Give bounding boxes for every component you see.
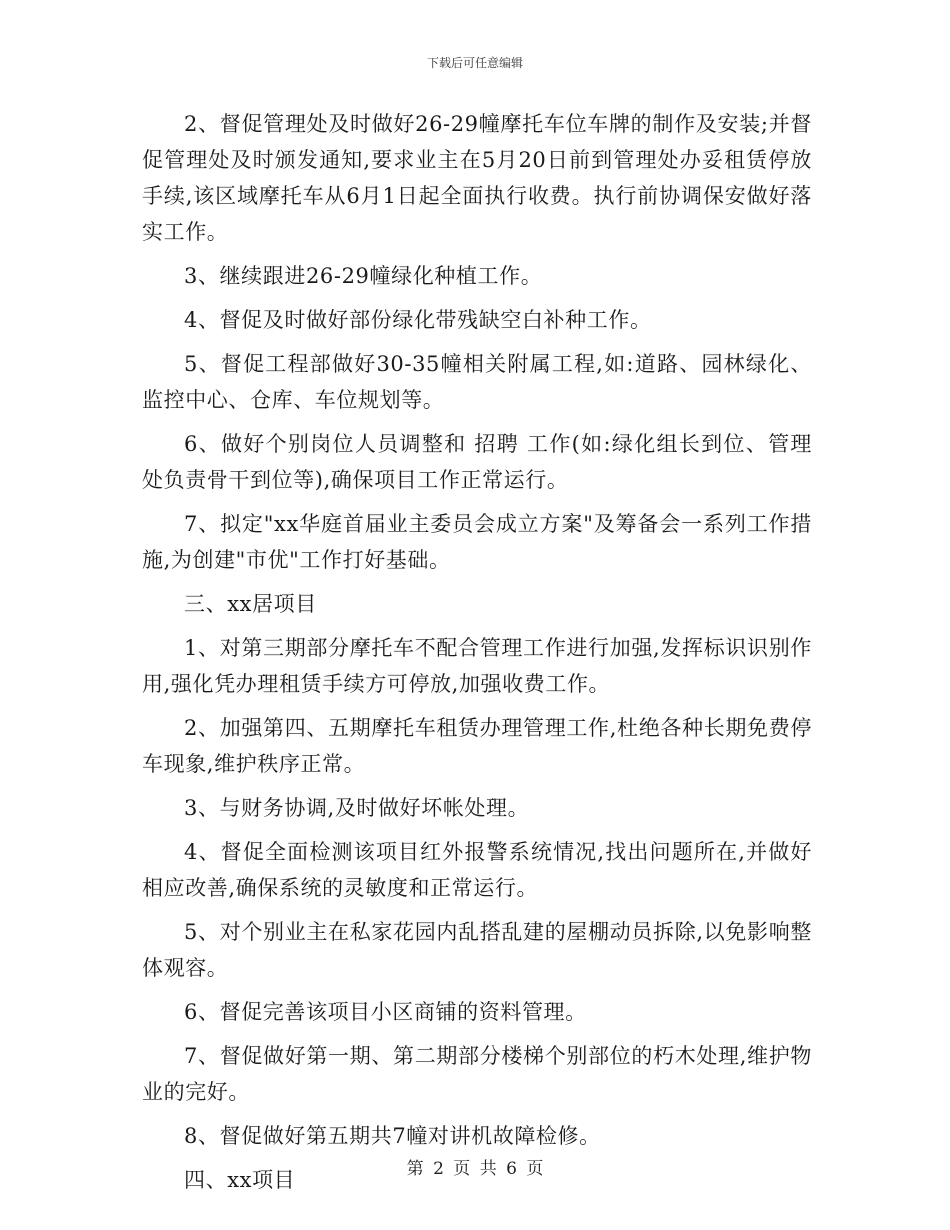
- paragraph: 7、拟定"xx华庭首届业主委员会成立方案"及筹备会一系列工作措施,为创建"市优"工作打好基础。: [142, 512, 812, 572]
- paragraph: 8、督促做好第五期共7幢对讲机故障检修。: [184, 1124, 601, 1148]
- document-body: [142, 106, 812, 1206]
- page-number-footer: 第 2 页 共 6 页: [406, 1159, 544, 1179]
- paragraph: 1、对第三期部分摩托车不配合管理工作进行加强,发挥标识识别作用,强化凭办理租赁手续方可停放,加强收费工作。: [142, 636, 812, 696]
- paragraph: 4、督促及时做好部份绿化带残缺空白补种工作。: [184, 308, 652, 332]
- paragraph: 6、督促完善该项目小区商铺的资料管理。: [184, 1000, 587, 1024]
- page-header: 下载后可任意编辑: [426, 56, 523, 70]
- paragraph: 5、督促工程部做好30-35幢相关附属工程,如:道路、园林绿化、监控中心、仓库、车位规划等。: [142, 352, 812, 412]
- paragraph: 3、继续跟进26-29幢绿化种植工作。: [184, 264, 543, 288]
- paragraph: 4、督促全面检测该项目红外报警系统情况,找出问题所在,并做好相应改善,确保系统的灵敏度和正常运行。: [142, 840, 812, 900]
- paragraph: 5、对个别业主在私家花园内乱搭乱建的屋棚动员拆除,以免影响整体观容。: [142, 920, 812, 980]
- paragraph: 7、督促做好第一期、第二期部分楼梯个别部位的朽木处理,维护物业的完好。: [142, 1044, 812, 1104]
- section-heading: 四、xx项目: [184, 1168, 296, 1192]
- paragraph: 6、做好个别岗位人员调整和 招聘 工作(如:绿化组长到位、管理处负责骨干到位等),确保项目工作正常运行。: [142, 432, 812, 492]
- paragraph: 2、加强第四、五期摩托车租赁办理管理工作,杜绝各种长期免费停车现象,维护秩序正常。: [142, 716, 812, 776]
- paragraph: 2、督促管理处及时做好26-29幢摩托车位车牌的制作及安装;并督促管理处及时颁发通知,要求业主在5月20日前到管理处办妥租赁停放手续,该区域摩托车从6月1日起全面执行收费。执行前协调保安做好落实工作。: [142, 112, 812, 244]
- section-heading: 三、xx居项目: [184, 592, 317, 616]
- paragraph: 3、与财务协调,及时做好坏帐处理。: [184, 796, 530, 820]
